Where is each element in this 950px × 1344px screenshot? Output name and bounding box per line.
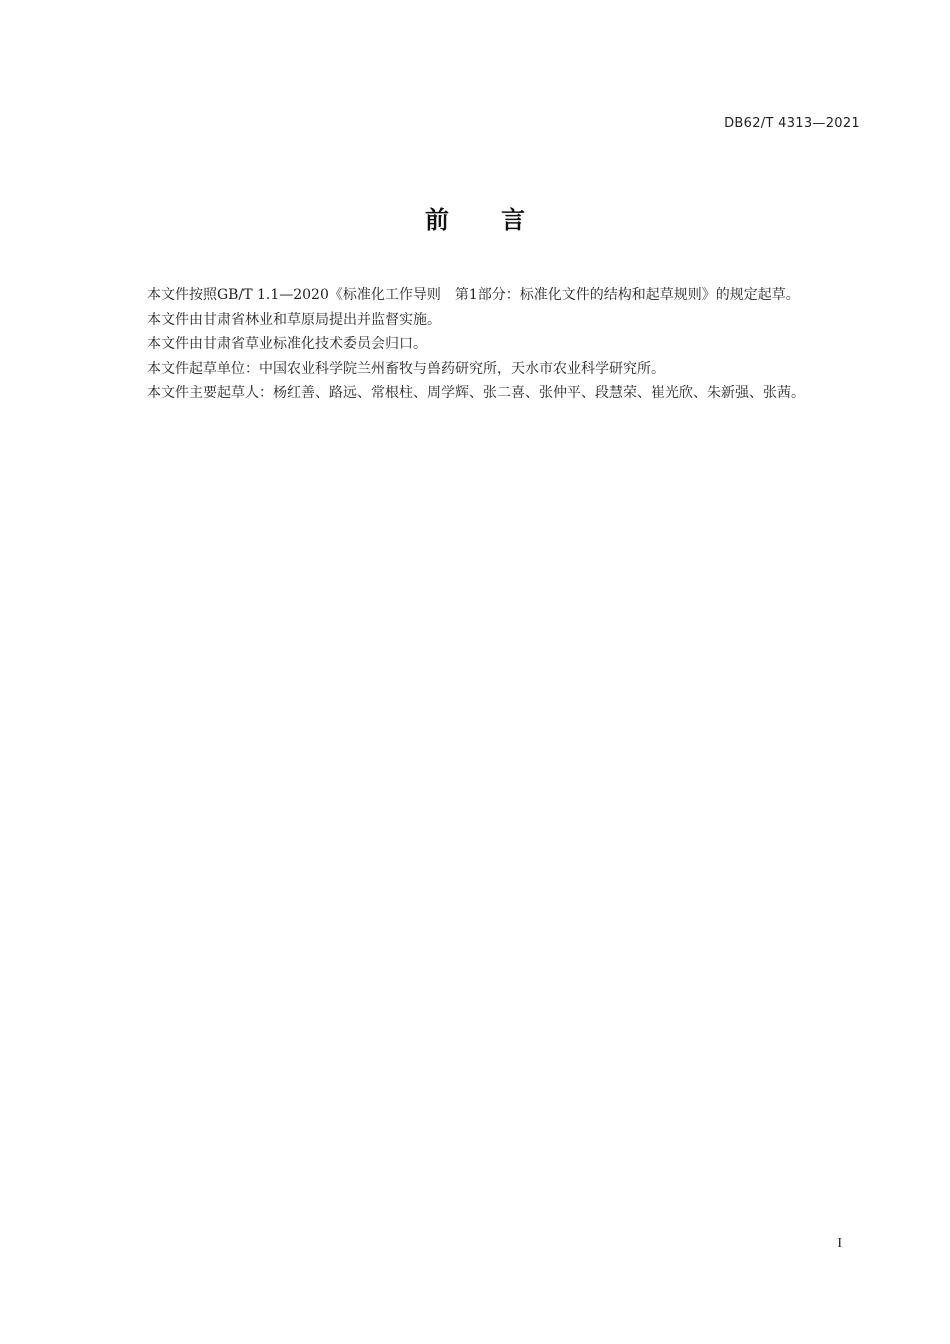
title-char-2: 言 [501,206,525,234]
paragraph-proposer: 本文件由甘肃省林业和草原局提出并监督实施。 [147,311,441,328]
document-code: DB62/T 4313—2021 [724,116,860,131]
paragraph-drafting-units: 本文件起草单位：中国农业科学院兰州畜牧与兽药研究所，天水市农业科学研究所。 [147,360,665,377]
paragraph-drafters: 本文件主要起草人：杨红善、路远、常根柱、周学辉、张二喜、张仲平、段慧荣、崔光欣、朱新强、张茜。 [147,385,805,401]
paragraph-committee: 本文件由甘肃省草业标准化技术委员会归口。 [147,336,427,352]
foreword-body [115,283,860,406]
title-char-1: 前 [425,206,449,234]
page-title [0,200,950,235]
paragraph-drafting-rules: 本文件按照GB/T 1.1—2020《标准化工作导则 第1部分：标准化文件的结构和起草规则》的规定起草。 [147,287,800,303]
page-number: I [837,1236,842,1251]
